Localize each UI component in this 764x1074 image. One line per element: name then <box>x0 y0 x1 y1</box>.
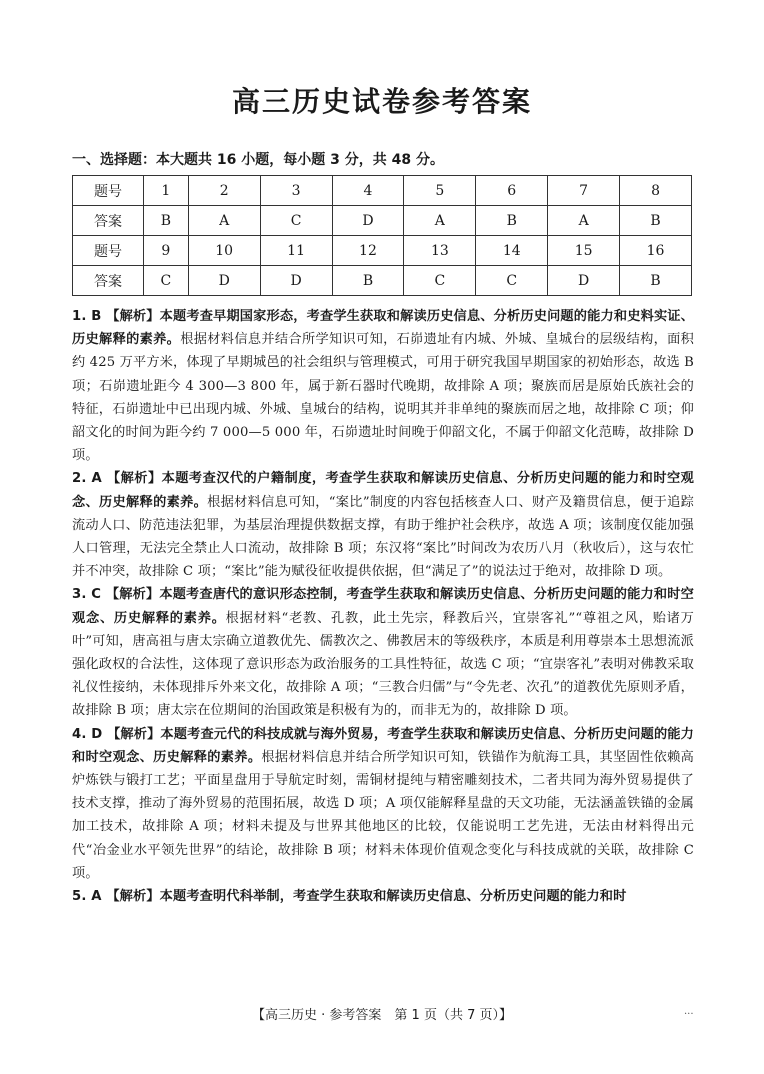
item-lead: 5. A 【解析】本题考查明代科举制，考查学生获取和解读历史信息、分析历史问题的能力和时 <box>72 889 627 905</box>
table-row <box>73 266 692 296</box>
explanation-item-2 <box>72 467 694 583</box>
table-cell: A <box>404 206 476 236</box>
table-cell: 9 <box>144 236 189 266</box>
table-cell: D <box>548 266 620 296</box>
table-cell: 5 <box>404 176 476 206</box>
table-cell: B <box>620 206 692 236</box>
table-cell: D <box>188 266 260 296</box>
explanation-item-5 <box>72 885 694 908</box>
table-cell: D <box>260 266 332 296</box>
table-cell: 14 <box>476 236 548 266</box>
table-cell: 12 <box>332 236 404 266</box>
item-body: 根据材料“老教、孔教，此土先宗，释教后兴，宜崇客礼”“尊祖之风，贻诸万叶”可知，唐高祖与唐太宗确立道教优先、儒教次之、佛教居末的等级秩序，本质是利用尊崇本土思想流派强化政权的合法性，这体现了意识形态为政治服务的工具性特征，故选 C 项；“宜崇客礼”表明对佛教采取礼仪性接纳，未体现排斥外来文化，故排除 A 项；“三教合归儒”与“令先老、次孔”的道教优先原则矛盾，故排除 B 项；唐太宗在位期间的治国政策是积极有为的，而非无为的，故排除 D 项。 <box>72 610 694 719</box>
corner-mark: ... <box>684 1006 694 1017</box>
table-cell: C <box>144 266 189 296</box>
page-title: 高三历史试卷参考答案 <box>231 85 532 118</box>
table-cell: 13 <box>404 236 476 266</box>
table-cell: C <box>476 266 548 296</box>
table-row <box>73 236 692 266</box>
table-cell: 2 <box>188 176 260 206</box>
table-row <box>73 176 692 206</box>
explanation-item-3 <box>72 583 694 722</box>
table-cell: B <box>620 266 692 296</box>
table-cell: 15 <box>548 236 620 266</box>
table-cell: 16 <box>620 236 692 266</box>
item-body: 根据材料信息并结合所学知识可知，石峁遗址有内城、外城、皇城台的层级结构，面积约 425 万平方米，体现了早期城邑的社会组织与管理模式，可用于研究我国早期国家的初始形态，故选 B 项；石峁遗址距今 4 300—3 800 年，属于新石器时代晚期，故排除 A 项；聚族而居是原始氏族社会的特征，石峁遗址中已出现内城、外城、皇城台的结构，说明其并非单纯的聚族而居之地，故排除 C 项；仰韶文化的时间为距今约 7 000—5 000 年，石峁遗址时间晚于仰韶文化，不属于仰韶文化范畴，故排除 D 项。 <box>72 332 695 464</box>
table-cell: B <box>476 206 548 236</box>
item-lead: 2. A 【解析】本题考查汉代的户籍制度，考查学生获取和解读历史信息、分析历史问题的能力和时空观念、历史解释的素养。 <box>72 471 694 510</box>
explanation-list <box>72 305 694 908</box>
item-lead: 1. B 【解析】本题考查早期国家形态，考查学生获取和解读历史信息、分析历史问题的能力和史料实证、历史解释的素养。 <box>72 309 694 348</box>
explanation-item-4 <box>72 723 694 885</box>
table-cell: C <box>404 266 476 296</box>
page-footer: 【高三历史 · 参考答案 第 1 页（共 7 页）】 <box>252 1008 512 1023</box>
item-lead: 4. D 【解析】本题考查元代的科技成就与海外贸易，考查学生获取和解读历史信息、分析历史问题的能力和时空观念、历史解释的素养。 <box>72 726 694 765</box>
table-cell: 8 <box>620 176 692 206</box>
table-cell: C <box>260 206 332 236</box>
section-heading: 一、选择题：本大题共 16 小题，每小题 3 分，共 48 分。 <box>72 152 444 168</box>
row-header-cell: 答案 <box>73 206 144 236</box>
table-cell: 10 <box>188 236 260 266</box>
table-cell: A <box>548 206 620 236</box>
explanation-item-1 <box>72 305 694 467</box>
answer-table <box>72 175 692 296</box>
item-body: 根据材料信息可知，“案比”制度的内容包括核查人口、财产及籍贯信息，便于追踪流动人口、防范违法犯罪，为基层治理提供数据支撑，有助于维护社会秩序，故选 A 项；该制度仅能加强人口管理，无法完全禁止人口流动，故排除 B 项；东汉将“案比”时间改为农历八月（秋收后），这与农忙并不冲突，故排除 C 项；“案比”能为赋役征收提供依据，但“满足了”的说法过于绝对，故排除 D 项。 <box>72 494 695 580</box>
table-cell: B <box>332 266 404 296</box>
item-lead: 3. C 【解析】本题考查唐代的意识形态控制，考查学生获取和解读历史信息、分析历史问题的能力和时空观念、历史解释的素养。 <box>72 587 694 626</box>
table-row <box>73 206 692 236</box>
row-header-cell: 题号 <box>73 236 144 266</box>
table-cell: D <box>332 206 404 236</box>
table-cell: A <box>188 206 260 236</box>
table-cell: 6 <box>476 176 548 206</box>
row-header-cell: 答案 <box>73 266 144 296</box>
table-cell: 3 <box>260 176 332 206</box>
table-cell: 7 <box>548 176 620 206</box>
table-cell: B <box>144 206 189 236</box>
table-cell: 1 <box>144 176 189 206</box>
row-header-cell: 题号 <box>73 176 144 206</box>
table-cell: 11 <box>260 236 332 266</box>
table-cell: 4 <box>332 176 404 206</box>
item-body: 根据材料信息并结合所学知识可知，铁锚作为航海工具，其坚固性依赖高炉炼铁与锻打工艺；平面星盘用于导航定时刻，需铜材提纯与精密雕刻技术，二者共同为海外贸易提供了技术支撑，推动了海外贸易的范围拓展，故选 D 项；A 项仅能解释星盘的天文功能，无法涵盖铁锚的金属加工技术，故排除 A 项；材料未提及与世界其他地区的比较，仅能说明工艺先进，无法由材料得出元代“冶金业水平领先世界”的结论，故排除 B 项；材料未体现价值观念变化与科技成就的关联，故排除 C 项。 <box>72 749 694 881</box>
